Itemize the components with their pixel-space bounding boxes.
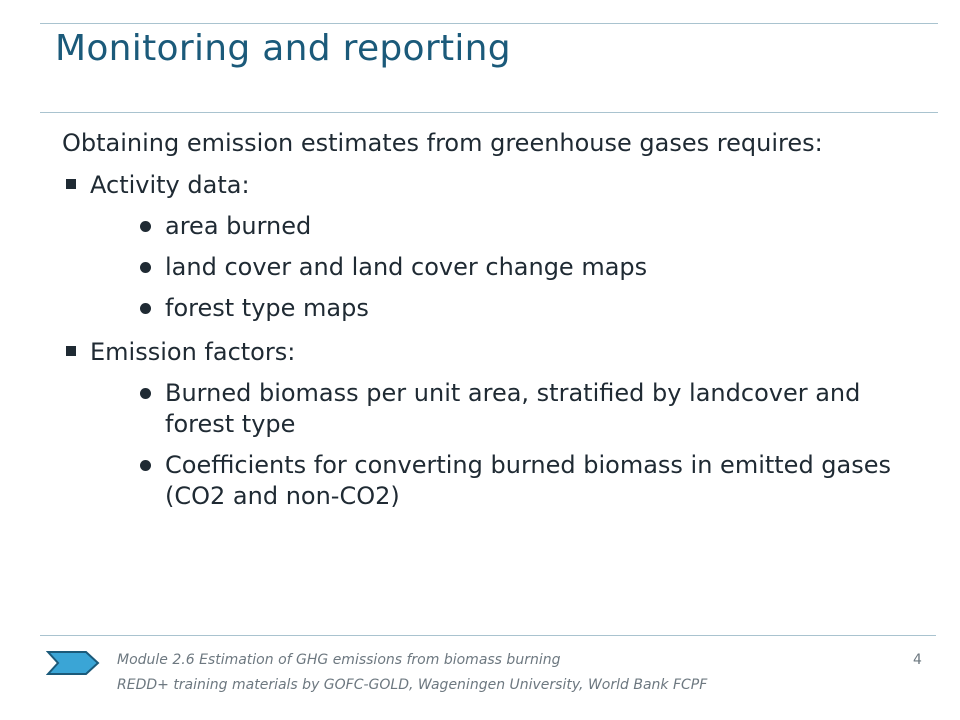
title-divider	[40, 112, 938, 113]
round-bullet-icon	[140, 388, 151, 399]
bullet-text: area burned	[165, 212, 312, 240]
round-bullet-icon	[140, 460, 151, 471]
round-bullet-icon	[140, 221, 151, 232]
top-divider	[40, 23, 938, 24]
section-label: Activity data:	[90, 171, 250, 199]
bullet-level1	[62, 167, 902, 203]
intro-text: Obtaining emission estimates from greenhouse gases requires:	[62, 129, 823, 157]
bullet-level2	[62, 252, 902, 283]
chevron-arrow-icon	[46, 650, 100, 676]
bullet-text: Coefficients for converting burned biomass in emitted gases (CO2 and non-CO2)	[165, 451, 892, 510]
page-number: 4	[913, 652, 922, 668]
footer-divider	[40, 635, 936, 636]
bullet-text: land cover and land cover change maps	[165, 253, 648, 281]
bullet-text: forest type maps	[165, 294, 369, 322]
round-bullet-icon	[140, 303, 151, 314]
slide-body	[62, 125, 902, 522]
bullet-level2	[62, 450, 902, 512]
bullet-level2	[62, 378, 902, 440]
bullet-text: Burned biomass per unit area, stratified by landcover and forest type	[165, 379, 861, 438]
section-emission-factors	[62, 334, 902, 512]
square-bullet-icon	[66, 179, 76, 189]
bullet-level2	[62, 211, 902, 242]
square-bullet-icon	[66, 346, 76, 356]
footer-credits: REDD+ training materials by GOFC-GOLD, Wageningen University, World Bank FCPF	[117, 677, 708, 693]
section-activity-data	[62, 167, 902, 324]
footer-module-title: Module 2.6 Estimation of GHG emissions from biomass burning	[117, 652, 561, 668]
section-label: Emission factors:	[90, 338, 296, 366]
round-bullet-icon	[140, 262, 151, 273]
slide-title: Monitoring and reporting	[55, 28, 511, 69]
bullet-level1	[62, 334, 902, 370]
bullet-level2	[62, 293, 902, 324]
